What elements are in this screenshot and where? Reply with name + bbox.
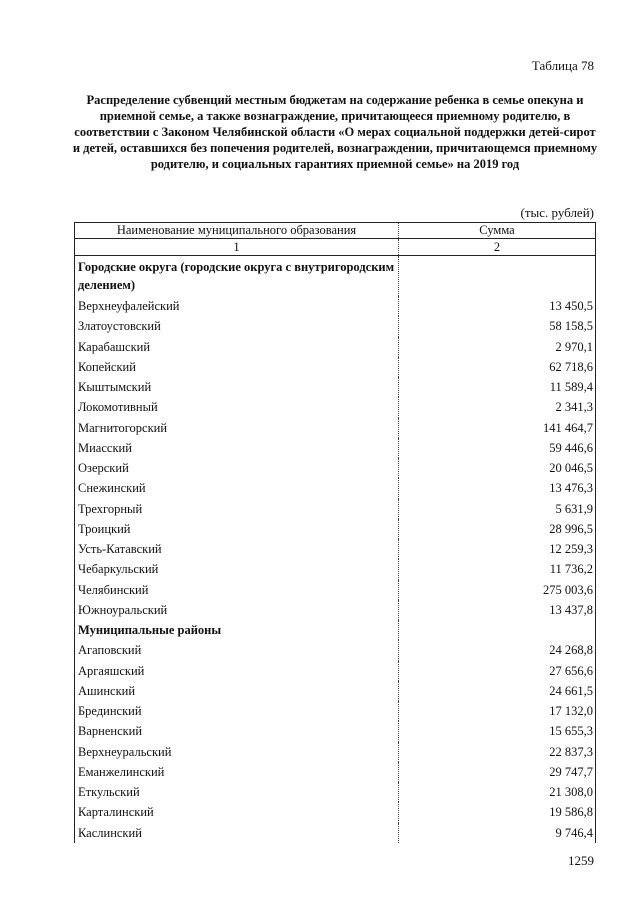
section-heading-row: [75, 620, 596, 640]
table-row: [75, 701, 596, 721]
municipality-name: Агаповский: [75, 640, 399, 660]
municipality-name: Снежинский: [75, 478, 399, 498]
column-number-sum: 2: [399, 239, 596, 256]
section-heading: Городские округа (городские округа с внутригородским делением): [75, 256, 399, 297]
municipality-name: Кыштымский: [75, 377, 399, 397]
table-row: [75, 742, 596, 762]
subvention-amount: 28 996,5: [399, 519, 596, 539]
subvention-amount: 59 446,6: [399, 438, 596, 458]
table-row: [75, 296, 596, 316]
table-row: [75, 782, 596, 802]
municipality-name: Карталинский: [75, 802, 399, 822]
table-row: [75, 337, 596, 357]
subvention-amount: 141 464,7: [399, 418, 596, 438]
subvention-amount: 20 046,5: [399, 458, 596, 478]
subvention-amount: 22 837,3: [399, 742, 596, 762]
section-heading-sum: [399, 620, 596, 640]
subvention-amount: 9 746,4: [399, 823, 596, 843]
municipality-name: Чебаркульский: [75, 559, 399, 579]
municipality-name: Троицкий: [75, 519, 399, 539]
subvention-amount: 11 736,2: [399, 559, 596, 579]
section-heading: Муниципальные районы: [75, 620, 399, 640]
subvention-amount: 19 586,8: [399, 802, 596, 822]
municipality-name: Каслинский: [75, 823, 399, 843]
municipality-name: Аргаяшский: [75, 661, 399, 681]
municipality-name: Усть-Катавский: [75, 539, 399, 559]
table-row: [75, 357, 596, 377]
municipality-name: Еманжелинский: [75, 762, 399, 782]
municipality-name: Челябинский: [75, 580, 399, 600]
table-row: [75, 499, 596, 519]
table-row: [75, 823, 596, 843]
municipality-name: Трехгорный: [75, 499, 399, 519]
column-number-row: [75, 239, 596, 256]
municipality-name: Варненский: [75, 721, 399, 741]
table-row: [75, 316, 596, 336]
municipality-name: Южноуральский: [75, 600, 399, 620]
subvention-amount: 11 589,4: [399, 377, 596, 397]
subvention-amount: 24 661,5: [399, 681, 596, 701]
header-row: [75, 223, 596, 239]
page-number: 1259: [568, 853, 594, 868]
subvention-amount: 13 437,8: [399, 600, 596, 620]
subvention-amount: 13 476,3: [399, 478, 596, 498]
table-row: [75, 721, 596, 741]
municipality-name: Копейский: [75, 357, 399, 377]
table-row: [75, 559, 596, 579]
subvention-amount: 62 718,6: [399, 357, 596, 377]
column-number-name: 1: [75, 239, 399, 256]
table-label: Таблица 78: [531, 58, 594, 73]
table-row: [75, 539, 596, 559]
subvention-table: [74, 222, 596, 843]
subvention-amount: 29 747,7: [399, 762, 596, 782]
municipality-name: Еткульский: [75, 782, 399, 802]
municipality-name: Брединский: [75, 701, 399, 721]
subvention-amount: 17 132,0: [399, 701, 596, 721]
subvention-amount: 21 308,0: [399, 782, 596, 802]
municipality-name: Ашинский: [75, 681, 399, 701]
table-row: [75, 478, 596, 498]
subvention-amount: 27 656,6: [399, 661, 596, 681]
subvention-amount: 2 341,3: [399, 397, 596, 417]
subvention-amount: 58 158,5: [399, 316, 596, 336]
table-row: [75, 802, 596, 822]
municipality-name: Верхнеуфалейский: [75, 296, 399, 316]
subvention-amount: 5 631,9: [399, 499, 596, 519]
column-header-sum: Сумма: [399, 223, 596, 239]
table-row: [75, 418, 596, 438]
municipality-name: Верхнеуральский: [75, 742, 399, 762]
table-row: [75, 580, 596, 600]
municipality-name: Магнитогорский: [75, 418, 399, 438]
unit-label: (тыс. рублей): [520, 205, 594, 220]
subvention-amount: 13 450,5: [399, 296, 596, 316]
table-row: [75, 377, 596, 397]
table-row: [75, 640, 596, 660]
subvention-amount: 24 268,8: [399, 640, 596, 660]
table-row: [75, 397, 596, 417]
municipality-name: Миасский: [75, 438, 399, 458]
table-row: [75, 458, 596, 478]
document-title: Распределение субвенций местным бюджетам на содержание ребенка в семье опекуна и приемной семье, а также вознаграждение, причитающееся приемному родителю, в соответствии с Законом Челябинской области «О мерах социальной поддержки детей-сирот и детей, оставшихся без попечения родителей, вознаграждении, причитающемся приемному родителю, и социальных гарантиях приемной семье» на 2019 год: [72, 93, 598, 171]
table-row: [75, 762, 596, 782]
municipality-name: Озерский: [75, 458, 399, 478]
municipality-name: Локомотивный: [75, 397, 399, 417]
subvention-amount: 2 970,1: [399, 337, 596, 357]
municipality-name: Карабашский: [75, 337, 399, 357]
section-heading-sum: [399, 256, 596, 297]
table-row: [75, 438, 596, 458]
municipality-name: Златоустовский: [75, 316, 399, 336]
section-heading-row: [75, 256, 596, 297]
subvention-amount: 15 655,3: [399, 721, 596, 741]
table-row: [75, 519, 596, 539]
subvention-amount: 275 003,6: [399, 580, 596, 600]
table-row: [75, 600, 596, 620]
table-row: [75, 681, 596, 701]
subvention-amount: 12 259,3: [399, 539, 596, 559]
table-row: [75, 661, 596, 681]
column-header-name: Наименование муниципального образования: [75, 223, 399, 239]
